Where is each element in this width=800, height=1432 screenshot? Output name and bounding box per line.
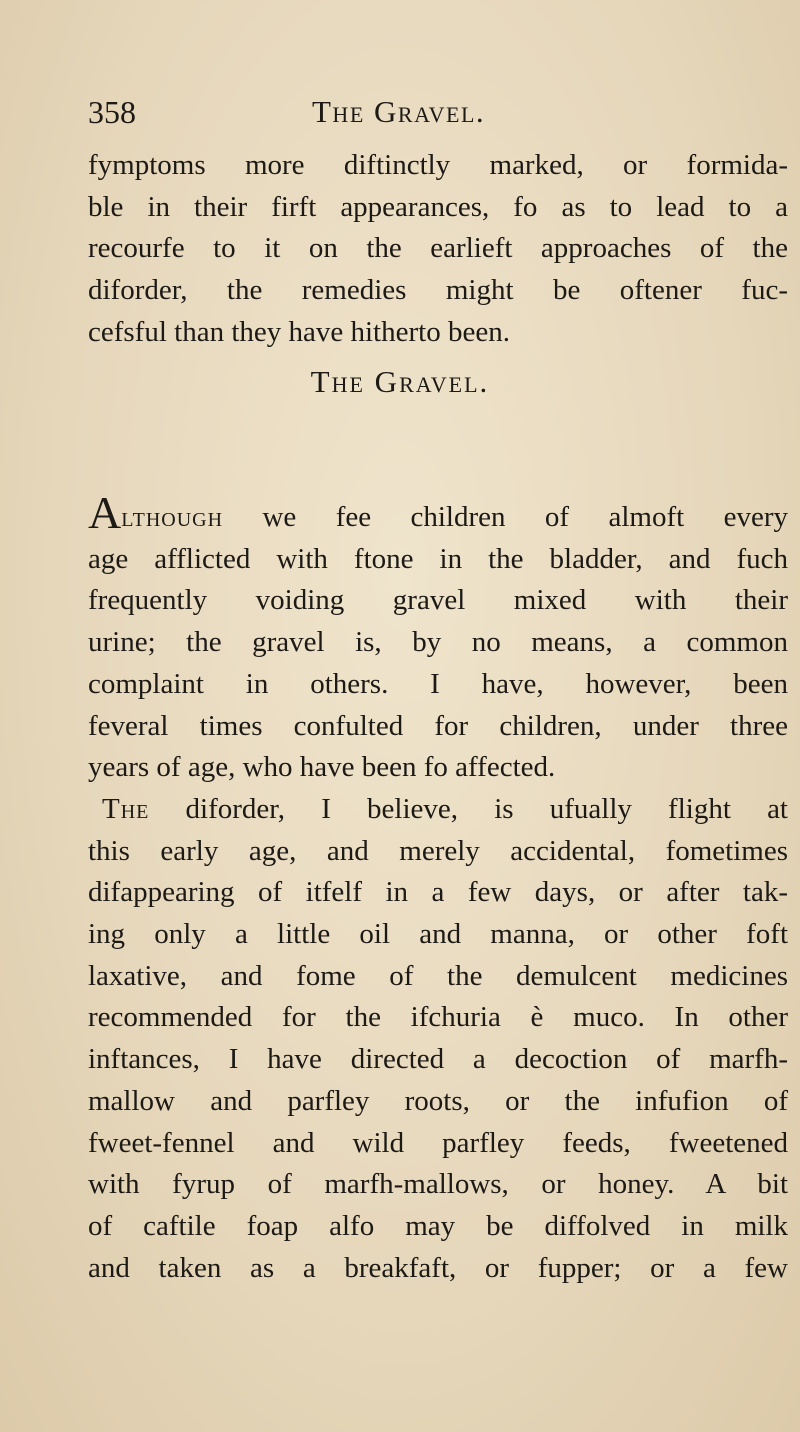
text-line: frequently voiding gravel mixed with their bbox=[88, 584, 788, 617]
opening-word: The bbox=[102, 792, 150, 825]
text-line: ble in their firft appearances, fo as to lead to a bbox=[88, 190, 788, 223]
text-line: years of age, who have been fo affected. bbox=[88, 751, 556, 784]
section-title: The Gravel. bbox=[310, 364, 490, 399]
page-header bbox=[88, 92, 788, 132]
text-line: complaint in others. I have, however, been bbox=[88, 667, 788, 700]
text-line bbox=[88, 487, 788, 539]
opening-word: lthough bbox=[121, 501, 224, 533]
text-line: fymptoms more diftinctly marked, or formida- bbox=[88, 149, 788, 181]
text-line: urine; the gravel is, by no means, a common bbox=[88, 626, 788, 659]
text-line: and taken as a breakfaft, or fupper; or a few bbox=[88, 1251, 788, 1284]
text-line: with fyrup of marfh-mallows, or honey. A bit bbox=[88, 1168, 788, 1201]
text-line: age afflicted with ftone in the bladder, and fuch bbox=[88, 542, 788, 575]
text-line bbox=[88, 789, 788, 831]
text-line: inftances, I have directed a decoction of marfh- bbox=[88, 1043, 788, 1076]
text-line: recommended for the ifchuria è muco. In other bbox=[88, 1001, 788, 1034]
paragraph-continued bbox=[88, 145, 788, 354]
page-number: 358 bbox=[88, 94, 136, 130]
line-rest: diforder, I believe, is ufually flight at bbox=[149, 792, 788, 825]
text-line: fweet-fennel and wild parfley feeds, fweetened bbox=[88, 1126, 788, 1159]
text-line: ing only a little oil and manna, or other foft bbox=[88, 918, 788, 951]
text-line: cefsful than they have hitherto been. bbox=[88, 315, 510, 348]
text-line: this early age, and merely accidental, fometimes bbox=[88, 834, 788, 867]
drop-letter: A bbox=[88, 487, 122, 538]
text-line: diforder, the remedies might be oftener fuc- bbox=[88, 274, 788, 307]
text-line: recourfe to it on the earlieft approaches of the bbox=[88, 232, 788, 265]
section-body bbox=[88, 487, 788, 1289]
line-rest: we fee children of almoft every bbox=[223, 501, 788, 533]
text-line: mallow and parfley roots, or the infufion of bbox=[88, 1084, 788, 1117]
text-line: difappearing of itfelf in a few days, or after tak- bbox=[88, 876, 788, 909]
text-line: laxative, and fome of the demulcent medicines bbox=[88, 959, 788, 992]
text-line: of caftile foap alfo may be diffolved in milk bbox=[88, 1209, 788, 1242]
text-line: feveral times confulted for children, under three bbox=[88, 709, 788, 742]
running-head: The Gravel. bbox=[312, 94, 486, 129]
